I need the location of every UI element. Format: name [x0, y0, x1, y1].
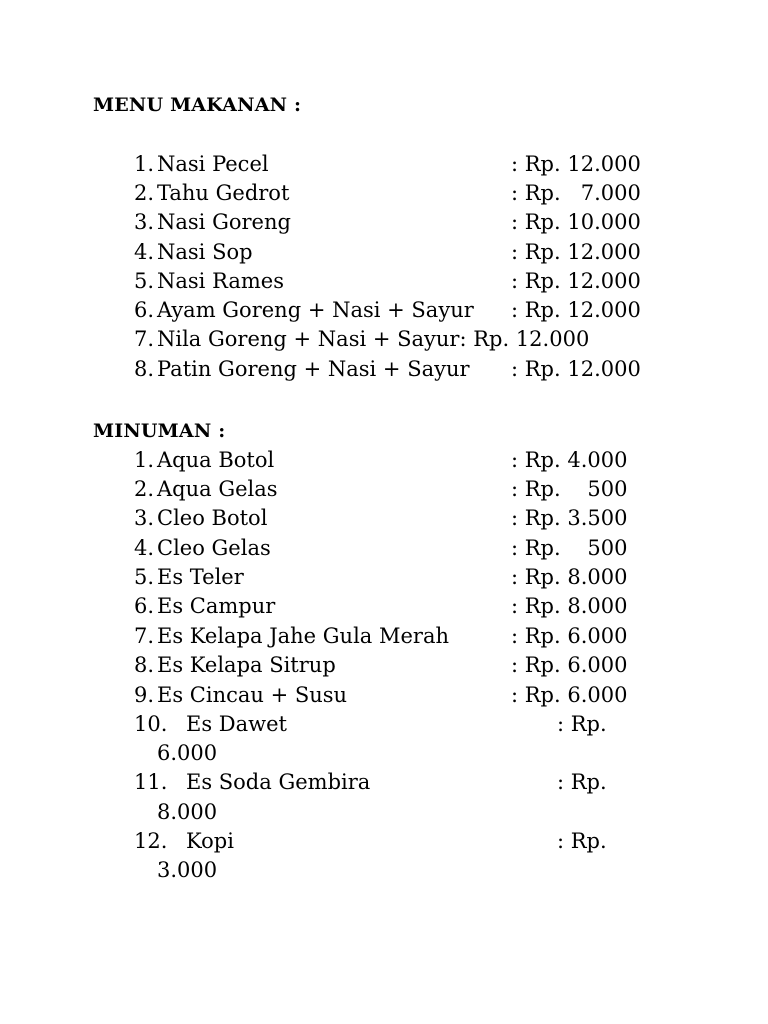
- drink-item-name: Kopi: [186, 829, 234, 853]
- food-item-name: Nasi Goreng: [157, 210, 291, 234]
- food-item-number: 7.: [134, 327, 155, 351]
- drink-item-number: 12.: [134, 829, 168, 853]
- drink-item-name: Cleo Gelas: [157, 536, 271, 560]
- food-item-name: Ayam Goreng + Nasi + Sayur: [157, 298, 474, 322]
- drink-item-name: Cleo Botol: [157, 506, 268, 530]
- drink-item: [0, 681, 768, 709]
- food-item-number: 6.: [134, 298, 155, 322]
- drink-item-name: Es Campur: [157, 594, 276, 618]
- drink-item: [0, 622, 768, 650]
- food-item: [0, 179, 768, 207]
- section-title-minuman: MINUMAN :: [93, 420, 226, 442]
- food-item: [0, 355, 768, 383]
- drink-item-wrapped: [0, 710, 768, 738]
- drink-item-price: : Rp. 8.000: [511, 565, 628, 589]
- drink-item-wrapped-amount: [0, 798, 768, 826]
- food-item: [0, 267, 768, 295]
- drink-item-name: Aqua Botol: [157, 448, 275, 472]
- food-item-number: 4.: [134, 240, 155, 264]
- drink-item-price-label: : Rp.: [557, 829, 607, 853]
- drink-item-amount: 8.000: [157, 800, 218, 824]
- drink-item-amount: 6.000: [157, 741, 218, 765]
- drink-item-wrapped-amount: [0, 856, 768, 884]
- food-item-number: 5.: [134, 269, 155, 293]
- drink-item-price: : Rp. 6.000: [511, 683, 628, 707]
- drink-item-name: Es Kelapa Sitrup: [157, 653, 336, 677]
- food-item-name: Nila Goreng + Nasi + Sayur: Rp. 12.000: [157, 327, 590, 351]
- food-item-name: Tahu Gedrot: [157, 181, 290, 205]
- drink-item: [0, 651, 768, 679]
- food-item-price: : Rp. 12.000: [511, 269, 641, 293]
- drink-item-price-label: : Rp.: [557, 770, 607, 794]
- drink-item: [0, 446, 768, 474]
- food-item-number: 2.: [134, 181, 155, 205]
- food-item: [0, 208, 768, 236]
- drink-item-name: Es Kelapa Jahe Gula Merah: [157, 624, 450, 648]
- drink-item: [0, 563, 768, 591]
- drink-item-price: : Rp. 6.000: [511, 624, 628, 648]
- food-item-price: : Rp. 12.000: [511, 152, 641, 176]
- drink-item-number: 1.: [134, 448, 155, 472]
- food-item: [0, 325, 768, 353]
- drink-item-number: 7.: [134, 624, 155, 648]
- drink-item-number: 3.: [134, 506, 155, 530]
- drink-item-number: 6.: [134, 594, 155, 618]
- drink-item-price: : Rp. 6.000: [511, 653, 628, 677]
- drink-item-number: 10.: [134, 712, 168, 736]
- drink-item: [0, 504, 768, 532]
- food-item: [0, 150, 768, 178]
- drink-item-price: : Rp. 4.000: [511, 448, 628, 472]
- drink-item: [0, 475, 768, 503]
- food-item-number: 1.: [134, 152, 155, 176]
- drink-item-price: : Rp. 8.000: [511, 594, 628, 618]
- food-item-name: Nasi Rames: [157, 269, 284, 293]
- drink-item-name: Es Teler: [157, 565, 244, 589]
- food-item-number: 3.: [134, 210, 155, 234]
- drink-item-number: 8.: [134, 653, 155, 677]
- food-item-price: : Rp. 12.000: [511, 240, 641, 264]
- drink-item-price: : Rp. 500: [511, 536, 628, 560]
- drink-item-price: : Rp. 500: [511, 477, 628, 501]
- drink-item-name: Es Soda Gembira: [186, 770, 371, 794]
- food-item: [0, 296, 768, 324]
- food-item-name: Patin Goreng + Nasi + Sayur: [157, 357, 470, 381]
- drink-item-price: : Rp. 3.500: [511, 506, 628, 530]
- section-title-makanan: MENU MAKANAN :: [93, 94, 302, 116]
- drink-item: [0, 592, 768, 620]
- food-item-name: Nasi Pecel: [157, 152, 269, 176]
- drink-item-amount: 3.000: [157, 858, 218, 882]
- drink-item-name: Aqua Gelas: [157, 477, 278, 501]
- food-item-price: : Rp. 12.000: [511, 298, 641, 322]
- drink-item-number: 11.: [134, 770, 168, 794]
- drink-item-number: 9.: [134, 683, 155, 707]
- drink-item-number: 5.: [134, 565, 155, 589]
- drink-item-wrapped: [0, 768, 768, 796]
- drink-item-wrapped-amount: [0, 739, 768, 767]
- drink-item: [0, 534, 768, 562]
- drink-item-number: 2.: [134, 477, 155, 501]
- drink-item-number: 4.: [134, 536, 155, 560]
- drink-item-name: Es Dawet: [186, 712, 287, 736]
- food-item-price: : Rp. 10.000: [511, 210, 641, 234]
- food-item-price: : Rp. 12.000: [511, 357, 641, 381]
- drink-item-name: Es Cincau + Susu: [157, 683, 348, 707]
- food-item-number: 8.: [134, 357, 155, 381]
- drink-item-wrapped: [0, 827, 768, 855]
- food-item-name: Nasi Sop: [157, 240, 253, 264]
- drink-item-price-label: : Rp.: [557, 712, 607, 736]
- food-item: [0, 238, 768, 266]
- food-item-price: : Rp. 7.000: [511, 181, 641, 205]
